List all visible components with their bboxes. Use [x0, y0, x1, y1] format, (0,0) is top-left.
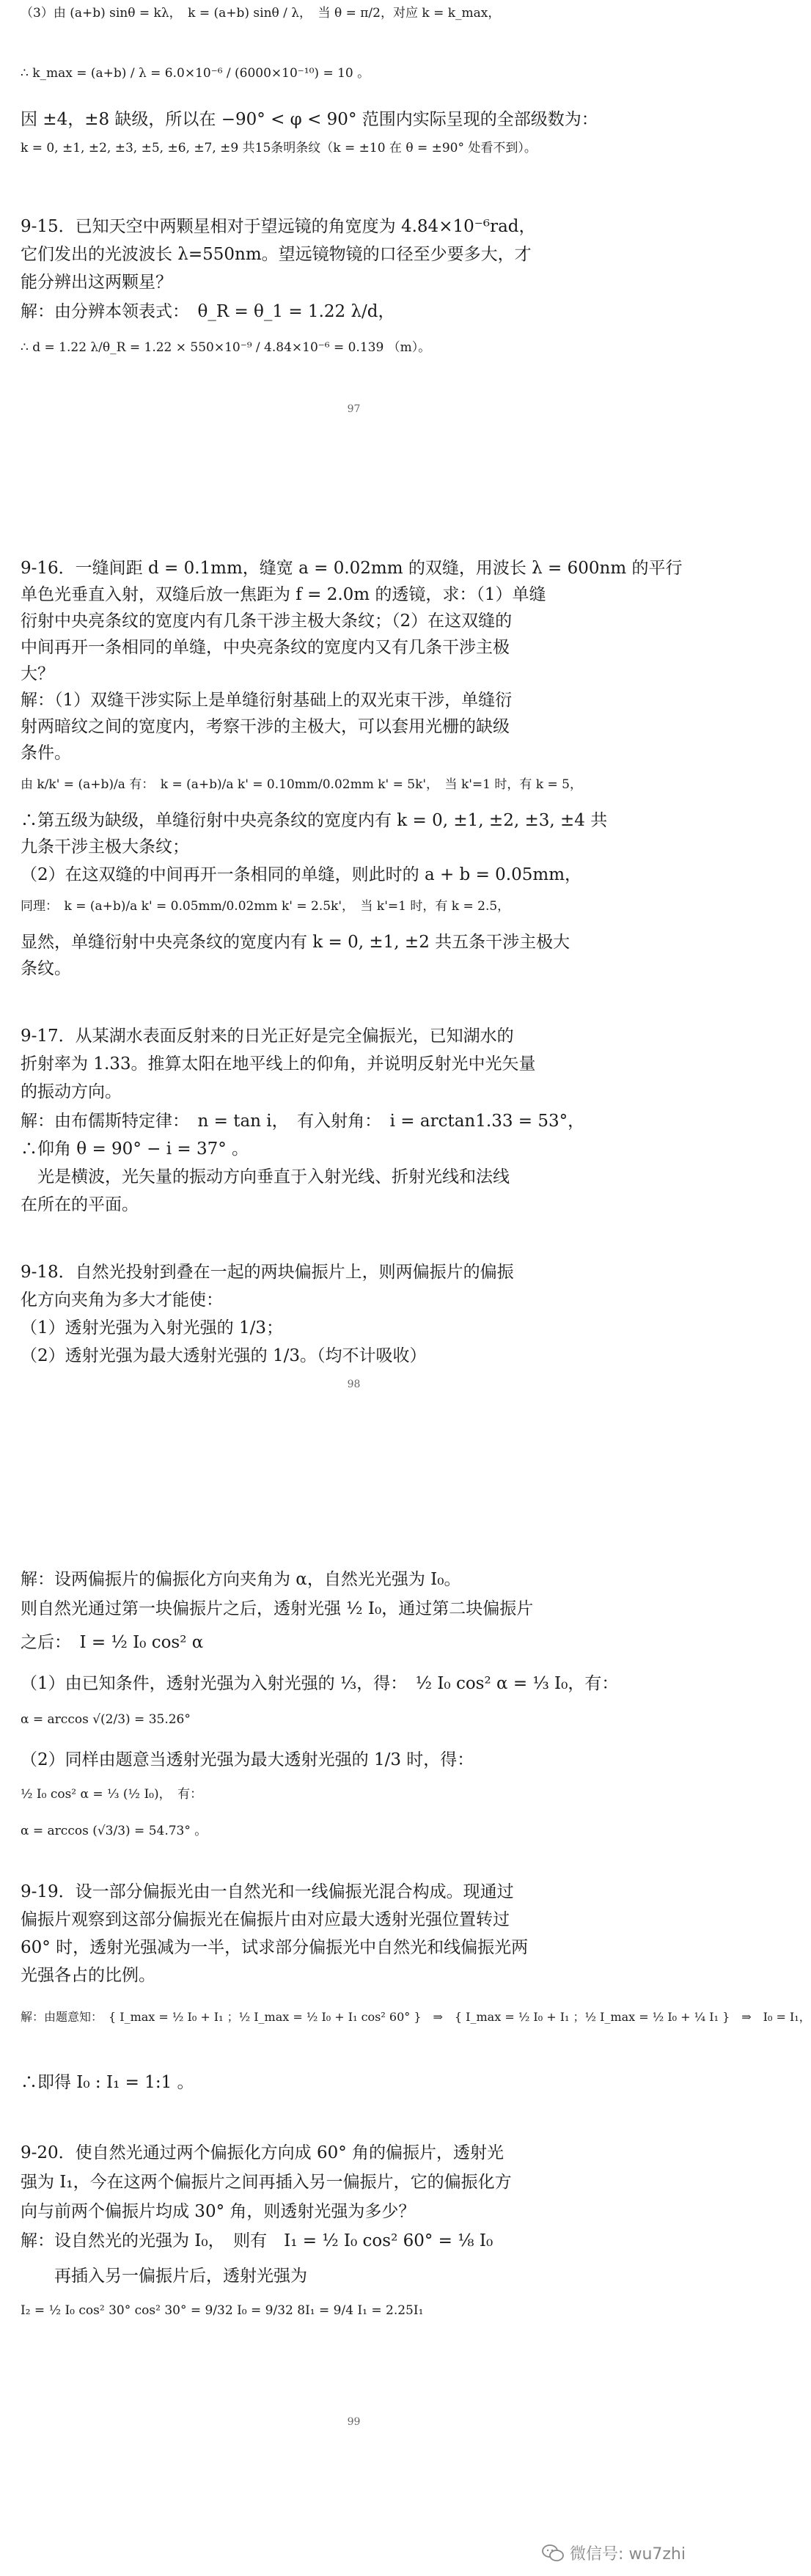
text-line: 光是横波，光矢量的振动方向垂直于入射光线、折射光线和法线 [21, 1167, 510, 1186]
text-line: （2）同样由题意当透射光强为最大透射光强的 1/3 时，得： [21, 1750, 474, 1769]
problem-9-20-title: 9-20．使自然光通过两个偏振化方向成 60° 角的偏振片，透射光 [21, 2143, 504, 2162]
text-line: 的振动方向。 [21, 1082, 122, 1101]
text-line: 解：设两偏振片的偏振化方向夹角为 α，自然光光强为 I₀。 [21, 1570, 461, 1589]
page-number: 97 [347, 403, 361, 415]
page-99 [0, 1566, 811, 2576]
equation-kmax: ∴ k_max = (a+b) / λ = 6.0×10⁻⁶ / (6000×10⁻¹⁰) = 10 。 [21, 66, 370, 81]
text-line: 在所在的平面。 [21, 1195, 139, 1214]
problem-9-15-title: 9-15．已知天空中两颗星相对于望远镜的角宽度为 4.84×10⁻⁶rad， [21, 217, 536, 236]
text-line: （1）透射光强为入射光强的 1/3； [21, 1318, 283, 1337]
equation-d: ∴ d = 1.22 λ/θ_R = 1.22 × 550×10⁻⁹ / 4.84×10⁻⁶ = 0.139 （m）。 [21, 340, 431, 355]
problem-9-19-title: 9-19．设一部分偏振光由一自然光和一线偏振光混合构成。现通过 [21, 1882, 514, 1901]
text-line: （1）由已知条件，透射光强为入射光强的 ⅓，得： ½ I₀ cos² α = ⅓ I₀，有： [21, 1674, 619, 1693]
text-line: 之后： I = ½ I₀ cos² α [21, 1633, 204, 1652]
text-line: （3）由 (a+b) sinθ = kλ， k = (a+b) sinθ / λ， 当 θ = π/2，对应 k = k_max， [21, 6, 501, 21]
equation-k: 由 k/k' = (a+b)/a 有： k = (a+b)/a k' = 0.10mm/0.02mm k' = 5k'， 当 k'=1 时，有 k = 5， [21, 777, 582, 792]
page-97 [0, 0, 708, 425]
text-line: 则自然光通过第一块偏振片之后，透射光强 ½ I₀，通过第二块偏振片 [21, 1599, 534, 1618]
problem-9-16-title: 9-16．一缝间距 d = 0.1mm，缝宽 a = 0.02mm 的双缝，用波长 λ = 600nm 的平行 [21, 559, 683, 578]
text-line: 折射率为 1.33。推算太阳在地平线上的仰角，并说明反射光中光矢量 [21, 1054, 536, 1074]
text-line: 60° 时，透射光强减为一半，试求部分偏振光中自然光和线偏振光两 [21, 1938, 529, 1957]
text-line: 化方向夹角为多大才能使： [21, 1291, 223, 1310]
text-line: 偏振片观察到这部分偏振光在偏振片由对应最大透射光强位置转过 [21, 1910, 510, 1929]
page-number: 98 [347, 1379, 361, 1390]
text-line: 光强各占的比例。 [21, 1966, 155, 1985]
text-line: （2）在这双缝的中间再开一条相同的单缝，则此时的 a + b = 0.05mm， [21, 865, 581, 884]
text-line: 射两暗纹之间的宽度内，考察干涉的主极大，可以套用光栅的缺级 [21, 717, 510, 736]
problem-9-17-title: 9-17．从某湖水表面反射来的日光正好是完全偏振光，已知湖水的 [21, 1027, 514, 1046]
equation-I2: I₂ = ½ I₀ cos² 30° cos² 30° = 9/32 I₀ = 9/32 8I₁ = 9/4 I₁ = 2.25I₁ [21, 2303, 424, 2318]
text-line: 解：由分辨本领表式： θ_R = θ_1 = 1.22 λ/d， [21, 302, 395, 321]
text-line: 大？ [21, 664, 54, 683]
text-line: k = 0, ±1, ±2, ±3, ±5, ±6, ±7, ±9 共15条明条纹（k = ±10 在 θ = ±90° 处看不到）。 [21, 141, 537, 155]
page-number: 99 [347, 2416, 361, 2428]
text-line: 强为 I₁，今在这两个偏振片之间再插入另一偏振片，它的偏振化方 [21, 2173, 512, 2192]
wechat-icon [542, 2544, 564, 2563]
text-line: 解：由布儒斯特定律： n = tan i， 有入射角： i = arctan1.33 = 53°， [21, 1112, 585, 1131]
text-line: 条纹。 [21, 959, 71, 978]
text-line: 九条干涉主极大条纹； [21, 837, 189, 856]
equation-k2: 同理： k = (a+b)/a k' = 0.05mm/0.02mm k' = 2.5k'， 当 k'=1 时，有 k = 2.5， [21, 899, 510, 914]
equation-alpha2: α = arccos (√3/3) = 54.73° 。 [21, 1824, 208, 1838]
text-line: 再插入另一偏振片后，透射光强为 [21, 2267, 307, 2286]
text-line: 因 ±4，±8 缺级，所以在 −90° < φ < 90° 范围内实际呈现的全部级数为： [21, 110, 598, 129]
text-line: 显然，单缝衍射中央亮条纹的宽度内有 k = 0, ±1, ±2 共五条干涉主极大 [21, 933, 570, 952]
page-98 [0, 425, 708, 1566]
text-line: 条件。 [21, 744, 71, 763]
text-line: 衍射中央亮条纹的宽度内有几条干涉主极大条纹；（2）在这双缝的 [21, 612, 513, 631]
text-line: ∴即得 I₀ : I₁ = 1:1 。 [21, 2073, 194, 2092]
text-line: ∴第五级为缺级，单缝衍射中央亮条纹的宽度内有 k = 0, ±1, ±2, ±3, ±4 共 [21, 811, 608, 830]
problem-9-18-title: 9-18．自然光投射到叠在一起的两块偏振片上，则两偏振片的偏振 [21, 1263, 514, 1282]
equation-system: 解：由题意知： { I_max = ½ I₀ + I₁ ；½ I_max = ½ I₀ + I₁ cos² 60° } ⇒ { I_max = ½ I₀ + I₁ ；½ I_max = ½ I₀ + ¼ I₁ } ⇒ I₀ = I₁， [21, 2010, 811, 2024]
text-line: 向与前两个偏振片均成 30° 角，则透射光强为多少？ [21, 2202, 416, 2221]
text-line: 解：设自然光的光强为 I₀， 则有 I₁ = ½ I₀ cos² 60° = ⅛ I₀ [21, 2231, 493, 2250]
text-line: 解：（1）双缝干涉实际上是单缝衍射基础上的双光束干涉，单缝衍 [21, 691, 513, 710]
text-line: （2）透射光强为最大透射光强的 1/3。（均不计吸收） [21, 1346, 427, 1365]
text-line: 它们发出的光波波长 λ=550nm。望远镜物镜的口径至少要多大，才 [21, 245, 532, 264]
text-line: 中间再开一条相同的单缝，中央亮条纹的宽度内又有几条干涉主极 [21, 638, 510, 657]
text-line: ∴仰角 θ = 90° − i = 37° 。 [21, 1140, 249, 1159]
text-line: 单色光垂直入射，双缝后放一焦距为 f = 2.0m 的透镜，求：（1）单缝 [21, 585, 546, 604]
wechat-watermark [542, 2542, 686, 2564]
watermark-label: 微信号: wu7zhi [570, 2545, 686, 2564]
text-line: 能分辨出这两颗星？ [21, 273, 172, 292]
equation-alpha1: α = arccos √(2/3) = 35.26° [21, 1712, 191, 1727]
equation-cond2: ½ I₀ cos² α = ⅓ (½ I₀)， 有： [21, 1787, 203, 1802]
